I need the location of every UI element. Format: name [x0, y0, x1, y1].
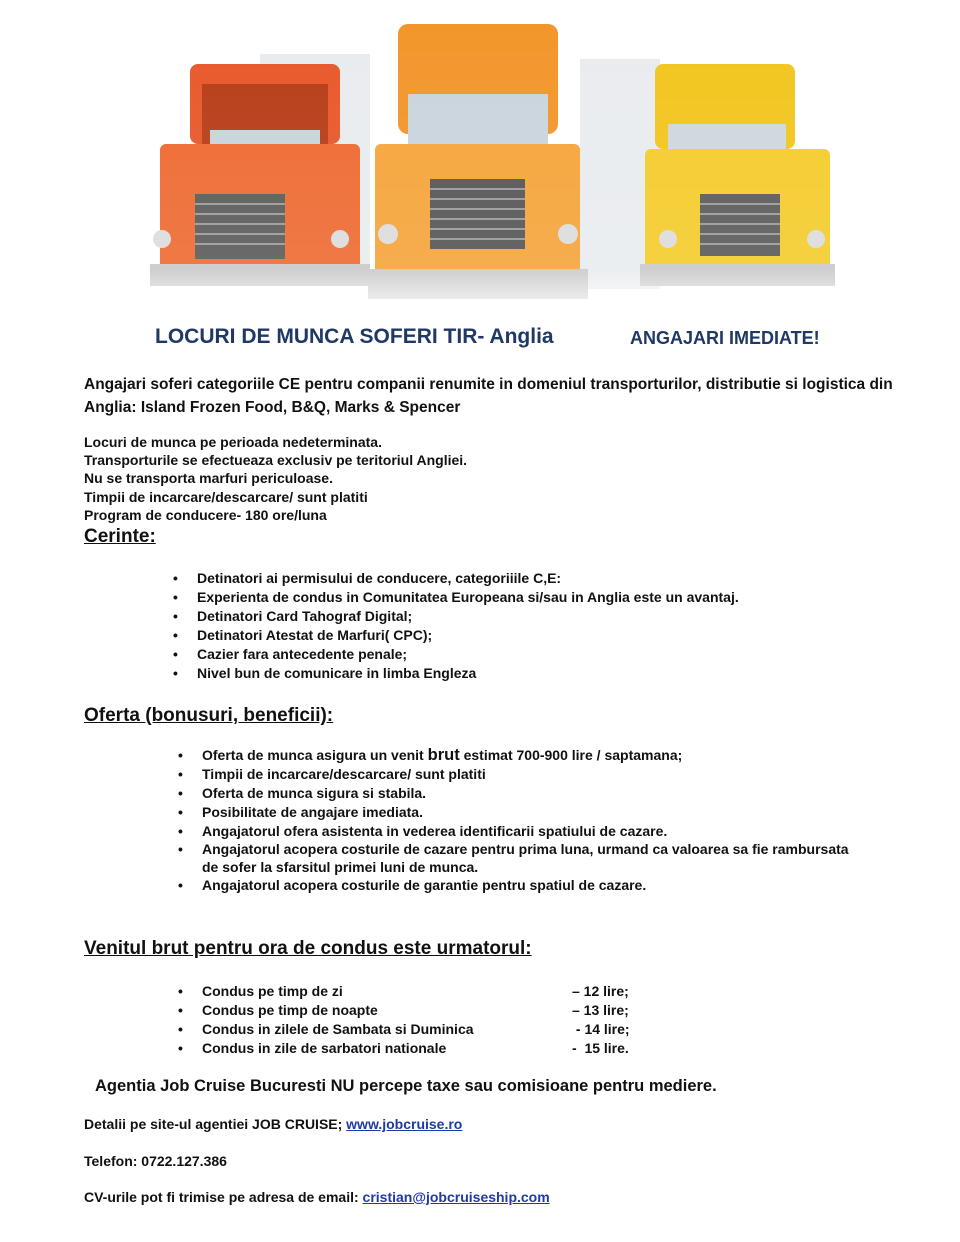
trucks-image: [140, 14, 840, 314]
requirements-list: [173, 569, 739, 683]
rate-row: • Condus in zile de sarbatori nationale - 15 lire.: [178, 1039, 630, 1058]
agency-notice: Agentia Job Cruise Bucuresti NU percepe taxe sau comisioane pentru mediere.: [95, 1077, 717, 1095]
intro-paragraph: Angajari soferi categoriile CE pentru companii renumite in domeniul transporturilor, distributie si logistica din Anglia: Island Frozen Food, B&Q, Marks & Spencer: [84, 376, 893, 416]
list-item: • Oferta de munca sigura si stabila.: [178, 784, 858, 803]
list-item: • Cazier fara antecedente penale;: [173, 645, 739, 664]
requirements-heading: Cerinte:: [84, 526, 156, 547]
list-item: • Angajatorul ofera asistenta in vederea identificarii spatiului de cazare.: [178, 822, 858, 841]
fact-line: Transporturile se efectueaza exclusiv pe teritoriul Angliei.: [84, 452, 468, 469]
email-link[interactable]: cristian@jobcruiseship.com: [362, 1189, 550, 1205]
rates-list: [178, 982, 630, 1058]
rates-heading: Venitul brut pentru ora de condus este urmatorul:: [84, 938, 532, 959]
list-item: • Nivel bun de comunicare in limba Engleza: [173, 664, 739, 683]
page-title: LOCURI DE MUNCA SOFERI TIR- Anglia: [155, 325, 554, 348]
email-line: CV-urile pot fi trimise pe adresa de email: cristian@jobcruiseship.com: [84, 1189, 550, 1205]
list-item: • Angajatorul acopera costurile de cazare pentru prima luna, urmand ca valoarea sa fie rambursata de sofer la sfarsitul primei luni de munca.: [178, 841, 858, 876]
offer-list: [178, 746, 858, 895]
phone-line: Telefon: 0722.127.386: [84, 1153, 227, 1169]
list-item: • Detinatori Card Tahograf Digital;: [173, 607, 739, 626]
urgent-banner: ANGAJARI IMEDIATE!: [630, 328, 820, 348]
list-item: • Detinatori Atestat de Marfuri( CPC);: [173, 626, 739, 645]
list-item: • Detinatori ai permisului de conducere, categoriiile C,E:: [173, 569, 739, 588]
rate-row: • Condus pe timp de noapte – 13 lire;: [178, 1001, 630, 1020]
list-item: • Experienta de condus in Comunitatea Europeana si/sau in Anglia este un avantaj.: [173, 588, 739, 607]
fact-line: Locuri de munca pe perioada nedeterminata.: [84, 434, 382, 450]
list-item: • Oferta de munca asigura un venit brut estimat 700-900 lire / saptamana;: [178, 746, 858, 765]
website-line: Detalii pe site-ul agentiei JOB CRUISE; www.jobcruise.ro: [84, 1116, 463, 1132]
job-facts: [84, 433, 467, 524]
list-item: • Posibilitate de angajare imediata.: [178, 803, 858, 822]
list-item: • Timpii de incarcare/descarcare/ sunt platiti: [178, 765, 858, 784]
list-item: • Angajatorul acopera costurile de garantie pentru spatiul de cazare.: [178, 876, 858, 895]
offer-heading: Oferta (bonusuri, beneficii):: [84, 705, 334, 726]
fact-line: Timpii de incarcare/descarcare/ sunt platiti: [84, 488, 368, 505]
fact-line: Program de conducere- 180 ore/luna: [84, 506, 327, 523]
rate-row: • Condus in zilele de Sambata si Duminica - 14 lire;: [178, 1020, 630, 1039]
website-link[interactable]: www.jobcruise.ro: [346, 1116, 463, 1132]
fact-line: Nu se transporta marfuri periculoase.: [84, 470, 333, 487]
rate-row: • Condus pe timp de zi – 12 lire;: [178, 982, 630, 1001]
